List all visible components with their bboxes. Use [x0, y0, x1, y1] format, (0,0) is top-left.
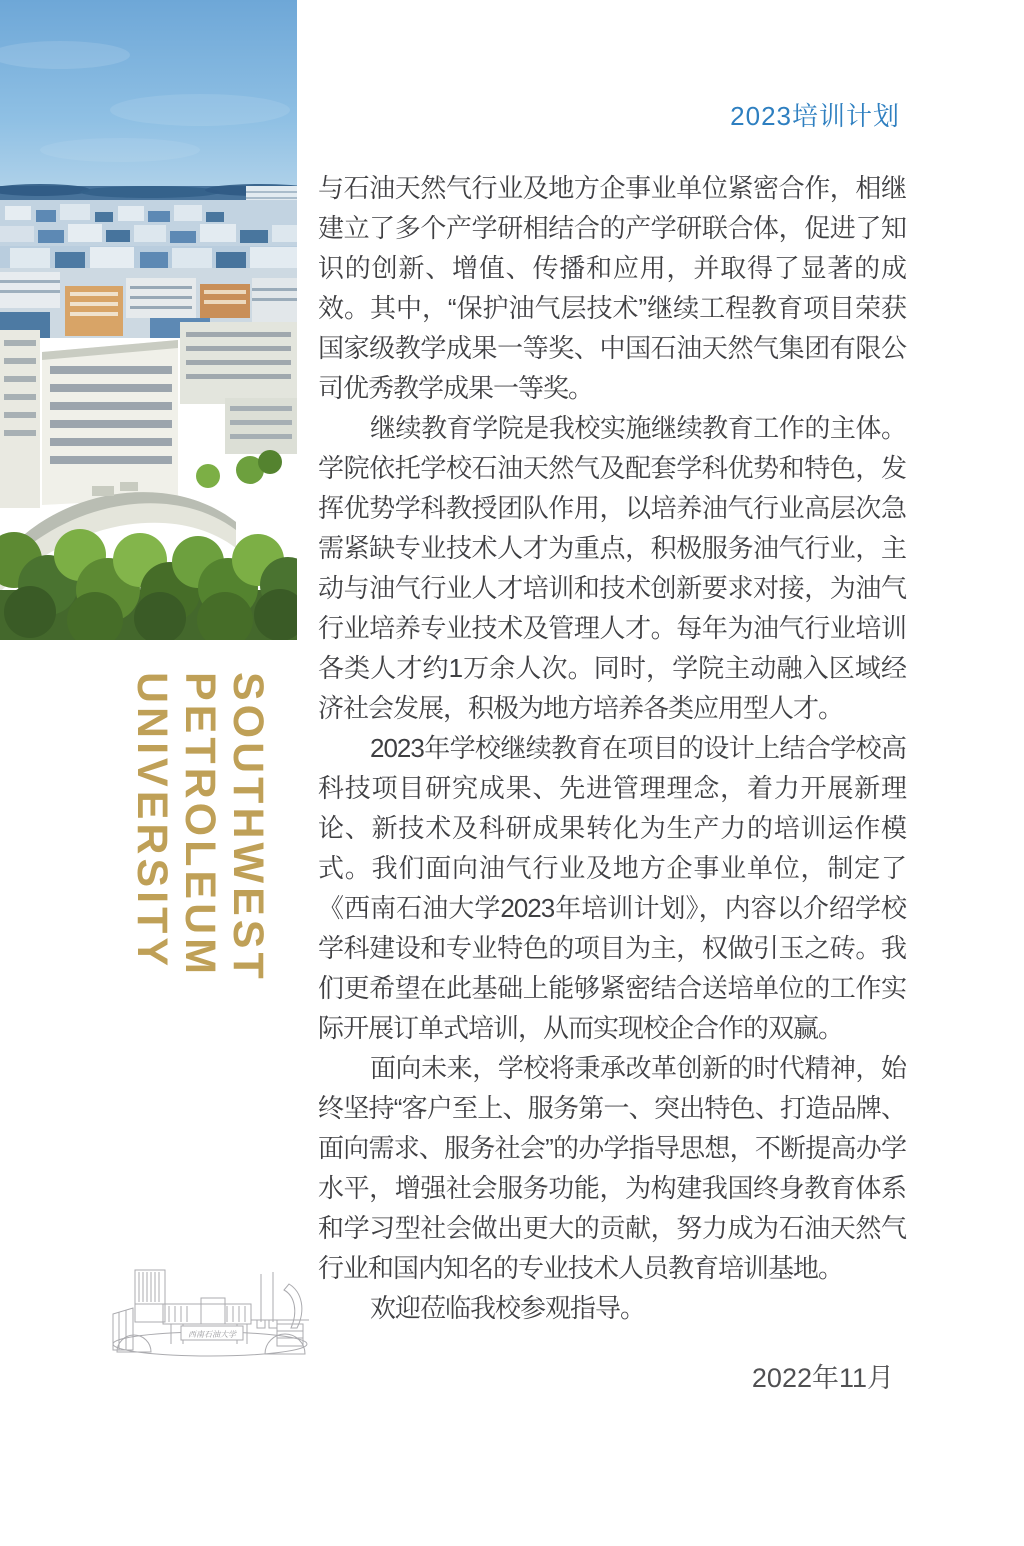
document-date: 2022年11月	[751, 1363, 894, 1393]
campus-lineart-icon	[105, 1262, 315, 1360]
university-name-line: PETROLEUM	[176, 672, 224, 978]
university-name-vertical	[128, 672, 272, 1002]
body-text	[318, 168, 906, 1328]
university-name-line: UNIVERSITY	[128, 672, 176, 971]
university-name-line: SOUTHWEST	[224, 672, 272, 983]
campus-photo-illustration	[0, 0, 297, 640]
campus-photo	[0, 0, 297, 640]
university-logo-drawing	[105, 1262, 315, 1360]
paragraph: 2023年学校继续教育在项目的设计上结合学校高科技项目研究成果、先进管理理念，着力开展新理论、新技术及科研成果转化为生产力的培训运作模式。我们面向油气行业及地方企事业单位，制定了《西南石油大学2023年培训计划》，内容以介绍学校学科建设和专业特色的项目为主，权做引玉之砖。我们更希望在此基础上能够紧密结合送培单位的工作实际开展订单式培训，从而实现校企合作的双赢。	[318, 733, 906, 1043]
paragraph: 欢迎莅临我校参观指导。	[370, 1293, 646, 1323]
paragraph: 与石油天然气行业及地方企事业单位紧密合作，相继建立了多个产学研相结合的产学研联合体，促进了知识的创新、增值、传播和应用，并取得了显著的成效。其中，“保护油气层技术”继续工程教育项目荣获国家级教学成果一等奖、中国石油天然气集团有限公司优秀教学成果一等奖。	[318, 173, 906, 403]
logo-caption: 西南石油大学	[188, 1330, 236, 1339]
page-title: 2023培训计划	[730, 101, 900, 131]
paragraph: 面向未来，学校将秉承改革创新的时代精神，始终坚持“客户至上、服务第一、突出特色、打造品牌、面向需求、服务社会”的办学指导思想，不断提高办学水平，增强社会服务功能，为构建我国终身教育体系和学习型社会做出更大的贡献，努力成为石油天然气行业和国内知名的专业技术人员教育培训基地。	[318, 1053, 906, 1283]
paragraph: 继续教育学院是我校实施继续教育工作的主体。学院依托学校石油天然气及配套学科优势和特色，发挥优势学科教授团队作用，以培养油气行业高层次急需紧缺专业技术人才为重点，积极服务油气行业，主动与油气行业人才培训和技术创新要求对接，为油气行业培养专业技术及管理人才。每年为油气行业培训各类人才约1万余人次。同时，学院主动融入区域经济社会发展，积极为地方培养各类应用型人才。	[318, 413, 906, 723]
